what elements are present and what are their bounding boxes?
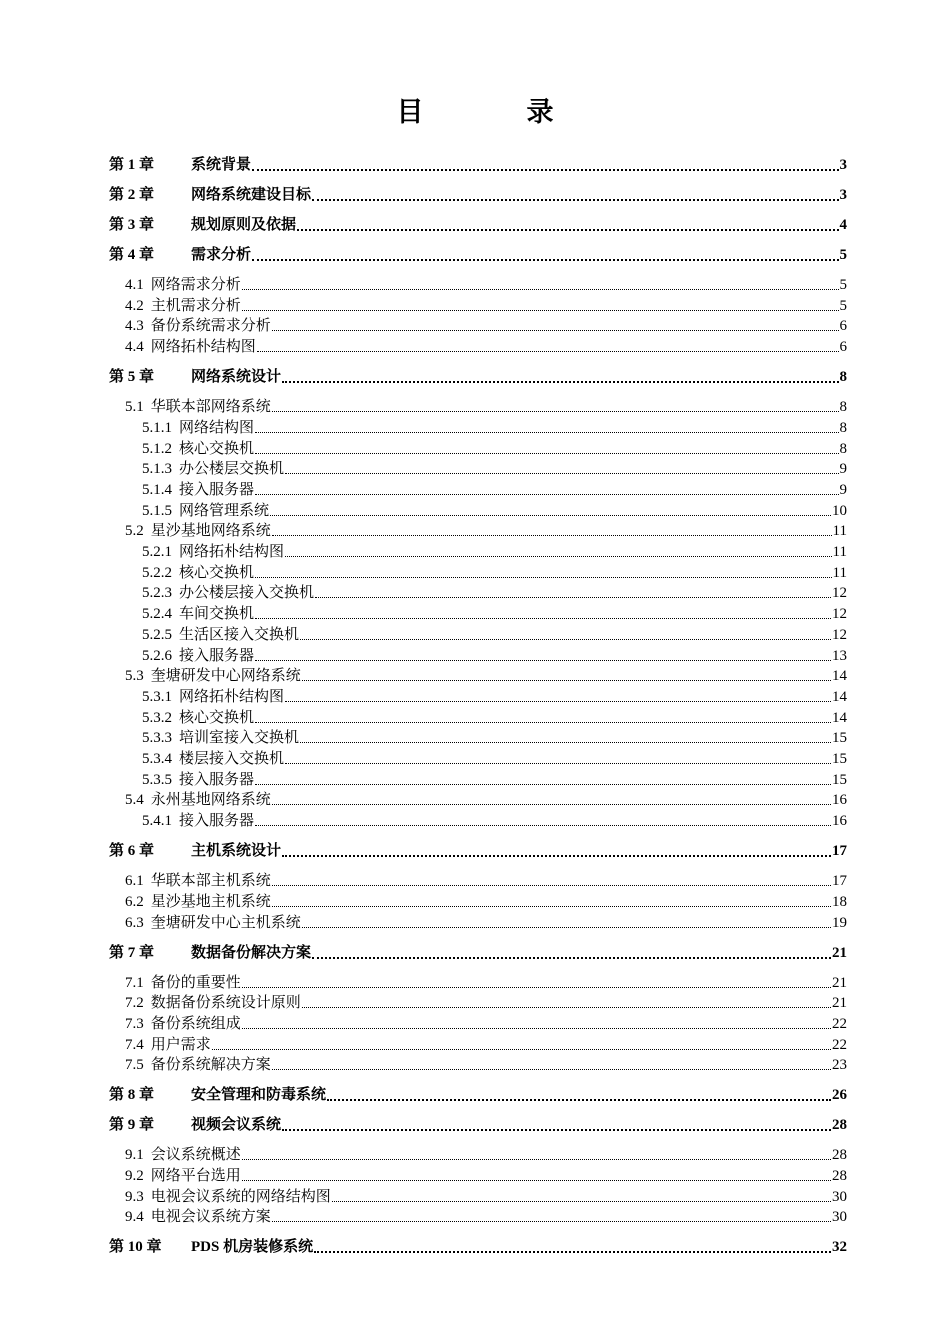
toc-entry-number: 7.5 [125, 1057, 144, 1074]
toc-dot-leader [257, 337, 839, 352]
toc-dot-leader [272, 892, 831, 907]
toc-entry-number: 5.1 [125, 399, 144, 416]
toc-page-number: 12 [832, 606, 847, 623]
toc-dot-leader [314, 1237, 831, 1253]
toc-entry-title: 视频会议系统 [191, 1117, 282, 1134]
toc-dot-leader [300, 625, 831, 640]
toc-page-number: 21 [832, 974, 847, 991]
toc-entry-title: 电视会议系统的网络结构图 [150, 1188, 331, 1205]
toc-entry-title: 需求分析 [191, 247, 252, 263]
toc-page-number: 11 [832, 564, 847, 581]
toc-entry-number: 5.1.5 [142, 502, 172, 519]
toc-dot-leader [255, 439, 838, 454]
toc-page-number: 26 [832, 1087, 847, 1104]
toc-entry-title: 奎塘研发中心主机系统 [150, 914, 301, 931]
toc-entry-title: 会议系统概述 [150, 1147, 241, 1164]
toc-entry-number: 9.2 [125, 1168, 144, 1184]
toc-section-entry[interactable] [142, 604, 847, 624]
toc-entry-title: 网络管理系统 [179, 502, 270, 519]
toc-section-entry[interactable] [142, 728, 847, 748]
toc-entry-title: 规划原则及依据 [191, 217, 297, 233]
toc-entry-number: 第 9 章 [109, 1117, 155, 1134]
toc-dot-leader [272, 1207, 831, 1222]
toc-chapter-entry[interactable] [109, 245, 847, 265]
toc-entry-title: 办公楼层接入交换机 [179, 585, 315, 602]
toc-entry-number: 5.2.1 [142, 544, 172, 560]
toc-dot-leader [272, 1055, 831, 1070]
toc-entry-title: 电视会议系统方案 [150, 1209, 271, 1226]
toc-page-number: 14 [832, 668, 847, 685]
toc-entry-number: 5.2.5 [142, 626, 172, 643]
toc-entry-title: 奎塘研发中心网络系统 [150, 668, 301, 685]
toc-dot-leader [332, 1187, 831, 1202]
toc-dot-leader [252, 245, 838, 261]
toc-entry-title: 生活区接入交换机 [179, 626, 300, 643]
toc-chapter-entry[interactable] [109, 215, 847, 235]
toc-entry-number: 4.4 [125, 339, 144, 356]
toc-entry-title: 永州基地网络系统 [150, 792, 271, 809]
toc-page-number: 12 [832, 626, 847, 643]
toc-section-entry[interactable] [125, 1055, 847, 1075]
toc-page-number: 8 [839, 369, 847, 386]
toc-section-entry[interactable] [125, 296, 847, 316]
toc-chapter-entry[interactable] [109, 185, 847, 205]
toc-entry-number: 5.2 [125, 523, 144, 540]
toc-dot-leader [272, 521, 832, 536]
toc-chapter-entry[interactable] [109, 1115, 847, 1135]
toc-entry-title: 星沙基地网络系统 [150, 523, 271, 540]
toc-entry-number: 4.2 [125, 297, 144, 314]
toc-entry-title: 星沙基地主机系统 [150, 893, 271, 910]
toc-entry-number: 6.2 [125, 893, 144, 910]
toc-section-entry[interactable] [125, 1207, 847, 1227]
toc-page-number: 12 [832, 585, 847, 602]
toc-entry-title: 网络需求分析 [150, 277, 241, 293]
toc-section-entry[interactable] [142, 418, 847, 438]
toc-entry-number: 5.1.4 [142, 481, 172, 498]
toc-dot-leader [272, 397, 839, 412]
toc-section-entry[interactable] [125, 1035, 847, 1055]
toc-entry-title: 接入服务器 [179, 481, 255, 498]
toc-entry-number: 4.3 [125, 318, 144, 335]
toc-section-entry[interactable] [142, 563, 847, 583]
toc-entry-title: 接入服务器 [179, 771, 255, 788]
toc-page-number: 28 [832, 1147, 847, 1164]
toc-dot-leader [285, 459, 838, 474]
toc-page-number: 28 [832, 1168, 847, 1184]
toc-dot-leader [255, 604, 831, 619]
toc-dot-leader [312, 943, 831, 959]
toc-section-entry[interactable] [125, 666, 847, 686]
toc-entry-number: 9.1 [125, 1147, 144, 1164]
toc-dot-leader [302, 993, 831, 1008]
toc-page-number: 14 [832, 709, 847, 726]
toc-entry-title: 数据备份解决方案 [191, 944, 312, 961]
toc-page-number: 4 [839, 217, 847, 233]
toc-page-number: 32 [832, 1239, 847, 1256]
toc-entry-number: 第 6 章 [109, 843, 155, 860]
toc-entry-title: 核心交换机 [179, 440, 255, 457]
toc-page-number: 5 [839, 277, 847, 293]
toc-section-entry[interactable] [142, 542, 847, 562]
toc-page-number: 14 [832, 688, 847, 705]
toc-entry-title: 主机需求分析 [150, 297, 241, 314]
toc-entry-number: 7.3 [125, 1015, 144, 1032]
toc-dot-leader [272, 871, 831, 886]
toc-section-entry[interactable] [125, 337, 847, 357]
toc-page-number: 3 [839, 187, 847, 203]
toc-section-entry[interactable] [125, 973, 847, 993]
toc-dot-leader [255, 646, 831, 661]
toc-entry-number: 6.3 [125, 914, 144, 931]
toc-section-entry[interactable] [125, 913, 847, 933]
toc-entry-title: 数据备份系统设计原则 [150, 995, 301, 1012]
toc-dot-leader [312, 185, 838, 201]
toc-dot-leader [282, 1115, 831, 1131]
toc-entry-title: 接入服务器 [179, 647, 255, 664]
toc-chapter-entry[interactable] [109, 367, 847, 387]
toc-page-number: 15 [832, 751, 847, 767]
toc-entry-number: 5.2.6 [142, 647, 172, 664]
toc-dot-leader [285, 749, 831, 764]
toc-page-number: 6 [839, 339, 847, 356]
toc-entry-title: 车间交换机 [179, 606, 255, 623]
toc-entry-number: 第 5 章 [109, 369, 155, 386]
toc-dot-leader [242, 296, 839, 311]
toc-entry-title: 网络拓朴结构图 [150, 339, 256, 356]
toc-section-entry[interactable] [125, 790, 847, 810]
toc-section-entry[interactable] [142, 625, 847, 645]
toc-page-number: 17 [832, 873, 847, 890]
toc-section-entry[interactable] [125, 892, 847, 912]
toc-section-entry[interactable] [142, 749, 847, 769]
toc-page-number: 15 [832, 771, 847, 788]
toc-dot-leader [242, 275, 839, 290]
toc-page-number: 18 [832, 893, 847, 910]
toc-entry-title: 主机系统设计 [191, 843, 282, 860]
toc-entry-number: 第 8 章 [109, 1087, 155, 1104]
toc-entry-number: 第 3 章 [109, 217, 155, 233]
toc-section-entry[interactable] [125, 521, 847, 541]
toc-page-number: 16 [832, 813, 847, 830]
toc-section-entry[interactable] [142, 501, 847, 521]
toc-entry-number: 5.3.1 [142, 688, 172, 705]
toc-page-number: 30 [832, 1188, 847, 1205]
toc-section-entry[interactable] [125, 993, 847, 1013]
toc-page-number: 9 [839, 461, 847, 478]
toc-entry-number: 9.3 [125, 1188, 144, 1205]
toc-section-entry[interactable] [125, 871, 847, 891]
toc-section-entry[interactable] [142, 459, 847, 479]
toc-entry-number: 5.2.2 [142, 564, 172, 581]
toc-entry-title: 备份的重要性 [150, 974, 241, 991]
toc-page-number: 17 [832, 843, 847, 860]
toc-entry-title: 网络平台选用 [150, 1168, 241, 1184]
toc-page-number: 22 [832, 1036, 847, 1053]
toc-entry-title: 华联本部网络系统 [150, 399, 271, 416]
toc-page-number: 21 [832, 995, 847, 1012]
toc-dot-leader [297, 215, 838, 231]
toc-page-number: 8 [839, 419, 847, 436]
toc-dot-leader [255, 418, 838, 433]
toc-page-number: 3 [839, 157, 847, 173]
toc-entry-title: 备份系统解决方案 [150, 1057, 271, 1074]
toc-entry-title: 培训室接入交换机 [179, 730, 300, 747]
toc-entry-number: 第 4 章 [109, 247, 155, 263]
toc-entry-title: 网络系统设计 [191, 369, 282, 386]
toc-section-entry[interactable] [125, 1187, 847, 1207]
toc-section-entry[interactable] [142, 646, 847, 666]
toc-entry-title: 核心交换机 [179, 564, 255, 581]
toc-entry-number: 第 7 章 [109, 944, 155, 961]
toc-dot-leader [242, 973, 831, 988]
toc-entry-number: 5.3.5 [142, 771, 172, 788]
toc-page-number: 8 [839, 440, 847, 457]
toc-entry-title: 系统背景 [191, 157, 252, 173]
toc-section-entry[interactable] [125, 397, 847, 417]
toc-entry-number: 5.1.3 [142, 461, 172, 478]
toc-entry-number: 5.4 [125, 792, 144, 809]
toc-chapter-entry[interactable] [109, 841, 847, 861]
toc-page-number: 23 [832, 1057, 847, 1074]
toc-entry-title: 网络结构图 [179, 419, 255, 436]
toc-entry-title: 核心交换机 [179, 709, 255, 726]
toc-dot-leader [300, 728, 831, 743]
toc-page-number: 16 [832, 792, 847, 809]
toc-page-number: 21 [832, 944, 847, 961]
toc-dot-leader [272, 316, 839, 331]
toc-chapter-entry[interactable] [109, 1085, 847, 1105]
toc-entry-title: 用户需求 [150, 1036, 211, 1053]
toc-entry-title: 网络拓朴结构图 [179, 688, 285, 705]
toc-section-entry[interactable] [125, 1145, 847, 1165]
toc-entry-number: 5.2.4 [142, 606, 172, 623]
toc-section-entry[interactable] [142, 811, 847, 831]
toc-dot-leader [270, 501, 831, 516]
toc-page-number: 8 [839, 399, 847, 416]
toc-dot-leader [212, 1035, 831, 1050]
toc-entry-number: 5.1.1 [142, 419, 172, 436]
toc-entry-title: 华联本部主机系统 [150, 873, 271, 890]
toc-entry-number: 7.2 [125, 995, 144, 1012]
toc-dot-leader [255, 563, 832, 578]
toc-entry-number: 5.3.2 [142, 709, 172, 726]
toc-section-entry[interactable] [142, 770, 847, 790]
toc-dot-leader [242, 1014, 831, 1029]
toc-dot-leader [242, 1145, 831, 1160]
toc-dot-leader [272, 790, 831, 805]
toc-entry-number: 5.3 [125, 668, 144, 685]
toc-entry-title: 备份系统组成 [150, 1015, 241, 1032]
toc-dot-leader [327, 1085, 831, 1101]
toc-page-number: 5 [839, 247, 847, 263]
toc-entry-title: 备份系统需求分析 [150, 318, 271, 335]
toc-entry-title: 安全管理和防毒系统 [191, 1087, 327, 1104]
toc-dot-leader [285, 542, 832, 557]
toc-entry-title: 楼层接入交换机 [179, 751, 285, 767]
toc-page-number: 11 [832, 544, 847, 560]
toc-page-number: 11 [832, 523, 847, 540]
toc-entry-number: 第 2 章 [109, 187, 155, 203]
toc-entry-number: 7.4 [125, 1036, 144, 1053]
toc-page-number: 22 [832, 1015, 847, 1032]
toc-section-entry[interactable] [125, 1166, 847, 1186]
toc-section-entry[interactable] [125, 1014, 847, 1034]
toc-section-entry[interactable] [142, 687, 847, 707]
toc-entry-title: 网络系统建设目标 [191, 187, 312, 203]
toc-dot-leader [255, 811, 831, 826]
toc-page-number: 28 [832, 1117, 847, 1134]
toc-page-number: 30 [832, 1209, 847, 1226]
toc-dot-leader [255, 770, 831, 785]
toc-dot-leader [252, 155, 838, 171]
toc-dot-leader [302, 666, 831, 681]
toc-entry-title: 办公楼层交换机 [179, 461, 285, 478]
toc-section-entry[interactable] [142, 708, 847, 728]
toc-title: 目 录 [396, 97, 592, 127]
toc-section-entry[interactable] [142, 480, 847, 500]
toc-page-number: 10 [832, 502, 847, 519]
toc-page-number: 13 [832, 647, 847, 664]
toc-section-entry[interactable] [125, 316, 847, 336]
toc-chapter-entry[interactable] [109, 943, 847, 963]
toc-entry-number: 6.1 [125, 873, 144, 890]
toc-chapter-entry[interactable] [109, 155, 847, 175]
toc-dot-leader [282, 841, 831, 857]
toc-dot-leader [302, 913, 831, 928]
toc-entry-title: PDS 机房装修系统 [191, 1239, 314, 1256]
toc-dot-leader [285, 687, 831, 702]
toc-entry-number: 5.4.1 [142, 813, 172, 830]
toc-entry-number: 第 10 章 [109, 1239, 162, 1256]
toc-entry-number: 第 1 章 [109, 157, 155, 173]
toc-entry-number: 5.3.3 [142, 730, 172, 747]
toc-section-entry[interactable] [142, 439, 847, 459]
toc-chapter-entry[interactable] [109, 1237, 847, 1257]
toc-page-number: 15 [832, 730, 847, 747]
toc-section-entry[interactable] [125, 275, 847, 295]
toc-page-number: 5 [839, 297, 847, 314]
toc-entry-number: 7.1 [125, 974, 144, 991]
toc-section-entry[interactable] [142, 583, 847, 603]
toc-entry-number: 5.2.3 [142, 585, 172, 602]
toc-dot-leader [282, 367, 838, 383]
toc-page-number: 9 [839, 481, 847, 498]
toc-entry-number: 4.1 [125, 277, 144, 293]
toc-page-number: 6 [839, 318, 847, 335]
toc-dot-leader [255, 708, 831, 723]
toc-entry-number: 9.4 [125, 1209, 144, 1226]
toc-dot-leader [315, 583, 831, 598]
toc-dot-leader [242, 1166, 831, 1181]
toc-entry-title: 接入服务器 [179, 813, 255, 830]
toc-entry-title: 网络拓朴结构图 [179, 544, 285, 560]
toc-entry-number: 5.3.4 [142, 751, 172, 767]
toc-page-number: 19 [832, 914, 847, 931]
toc-entry-number: 5.1.2 [142, 440, 172, 457]
toc-dot-leader [255, 480, 838, 495]
